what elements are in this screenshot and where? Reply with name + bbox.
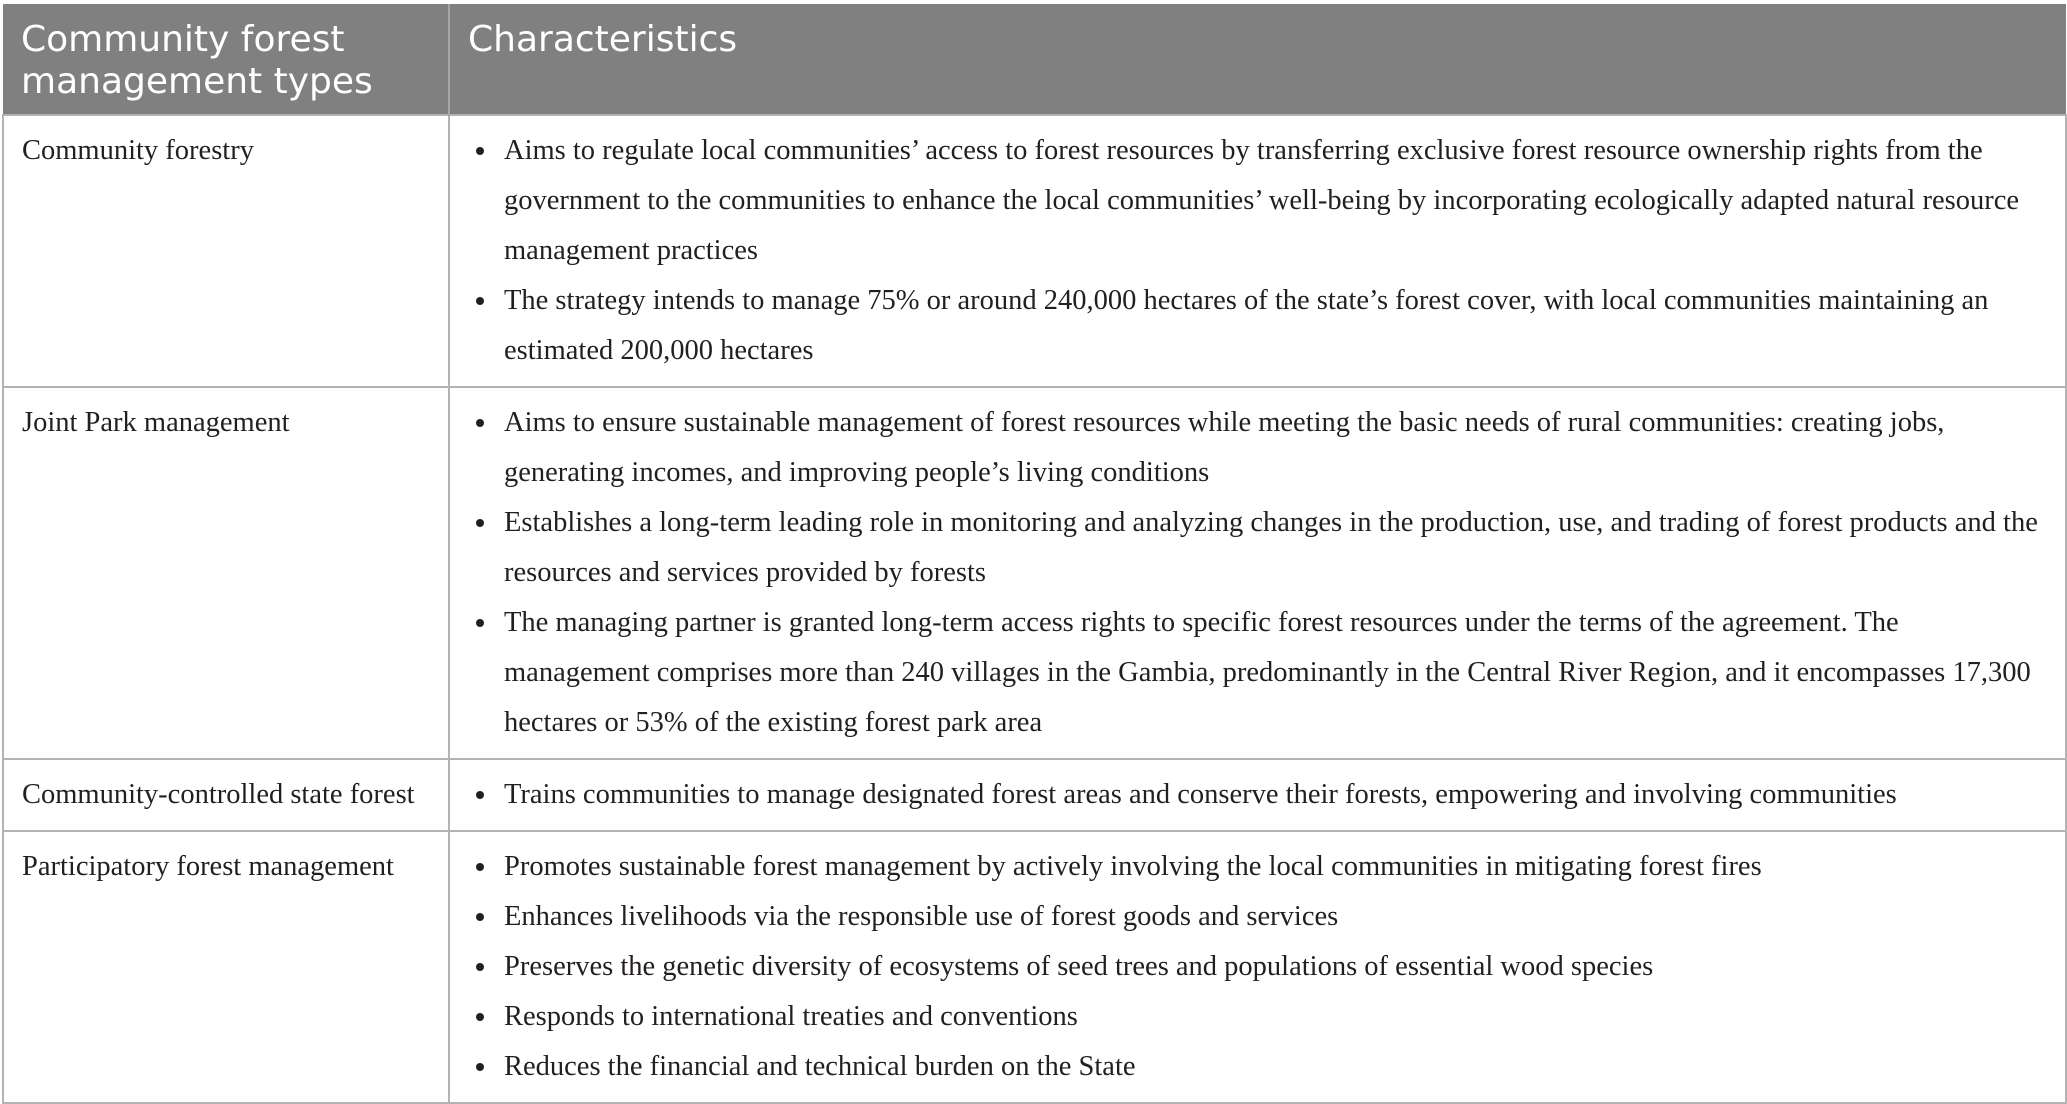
- bullet-icon: [476, 863, 484, 871]
- list-item: [470, 126, 2047, 276]
- management-type-cell: Joint Park management: [3, 387, 449, 759]
- management-type-cell: Community forestry: [3, 115, 449, 387]
- characteristics-list: [470, 126, 2047, 376]
- table-row: [3, 831, 2066, 1103]
- characteristics-list: [470, 770, 2047, 820]
- characteristics-cell: [449, 831, 2066, 1103]
- bullet-icon: [476, 419, 484, 427]
- characteristics-cell: [449, 115, 2066, 387]
- list-item-text: Responds to international treaties and conventions: [504, 1001, 1078, 1032]
- header-row: [3, 4, 2066, 115]
- forest-management-table-container: [2, 4, 2065, 1104]
- list-item: [470, 770, 2047, 820]
- list-item: [470, 398, 2047, 498]
- list-item-text: Enhances livelihoods via the responsible use of forest goods and services: [504, 901, 1339, 932]
- characteristics-list: [470, 842, 2047, 1092]
- table-row: [3, 387, 2066, 759]
- list-item-text: Reduces the financial and technical burden on the State: [504, 1051, 1136, 1082]
- bullet-icon: [476, 791, 484, 799]
- list-item: [470, 498, 2047, 598]
- list-item: [470, 598, 2047, 748]
- bullet-icon: [476, 619, 484, 627]
- bullet-icon: [476, 519, 484, 527]
- list-item: [470, 942, 2047, 992]
- table-body: [3, 115, 2066, 1103]
- table-row: [3, 759, 2066, 831]
- list-item-text: Establishes a long-term leading role in monitoring and analyzing changes in the production, use, and trading of forest products and the resources and services provided by forests: [504, 507, 2038, 588]
- list-item-text: Aims to ensure sustainable management of forest resources while meeting the basic needs of rural communities: creating jobs, generating incomes, and improving people’s living conditions: [504, 407, 1945, 488]
- bullet-icon: [476, 913, 484, 921]
- list-item-text: Promotes sustainable forest management by actively involving the local communities in mitigating forest fires: [504, 851, 1762, 882]
- list-item: [470, 1042, 2047, 1092]
- list-item: [470, 892, 2047, 942]
- list-item: [470, 276, 2047, 376]
- bullet-icon: [476, 1063, 484, 1071]
- characteristics-list: [470, 398, 2047, 748]
- list-item: [470, 992, 2047, 1042]
- bullet-icon: [476, 963, 484, 971]
- bullet-icon: [476, 147, 484, 155]
- table-header: [3, 4, 2066, 115]
- bullet-icon: [476, 297, 484, 305]
- bullet-icon: [476, 1013, 484, 1021]
- header-management-types: Community forest management types: [3, 4, 449, 115]
- management-type-cell: Community-controlled state forest: [3, 759, 449, 831]
- characteristics-cell: [449, 387, 2066, 759]
- list-item-text: The strategy intends to manage 75% or around 240,000 hectares of the state’s forest cover, with local communities maintaining an estimated 200,000 hectares: [504, 285, 1989, 366]
- list-item-text: Trains communities to manage designated forest areas and conserve their forests, empowering and involving communities: [504, 779, 1897, 810]
- management-type-cell: Participatory forest management: [3, 831, 449, 1103]
- table-row: [3, 115, 2066, 387]
- list-item-text: Preserves the genetic diversity of ecosystems of seed trees and populations of essential wood species: [504, 951, 1654, 982]
- list-item: [470, 842, 2047, 892]
- forest-management-table: [2, 4, 2067, 1104]
- list-item-text: The managing partner is granted long-term access rights to specific forest resources under the terms of the agreement. The management comprises more than 240 villages in the Gambia, predominantly in the Central River Region, and it encompasses 17,300 hectares or 53% of the existing forest park area: [504, 607, 2031, 738]
- header-characteristics: Characteristics: [449, 4, 2066, 115]
- list-item-text: Aims to regulate local communities’ access to forest resources by transferring exclusive forest resource ownership rights from the government to the communities to enhance the local communities’ well-being by incorporating ecologically adapted natural resource management practices: [504, 135, 2019, 266]
- characteristics-cell: [449, 759, 2066, 831]
